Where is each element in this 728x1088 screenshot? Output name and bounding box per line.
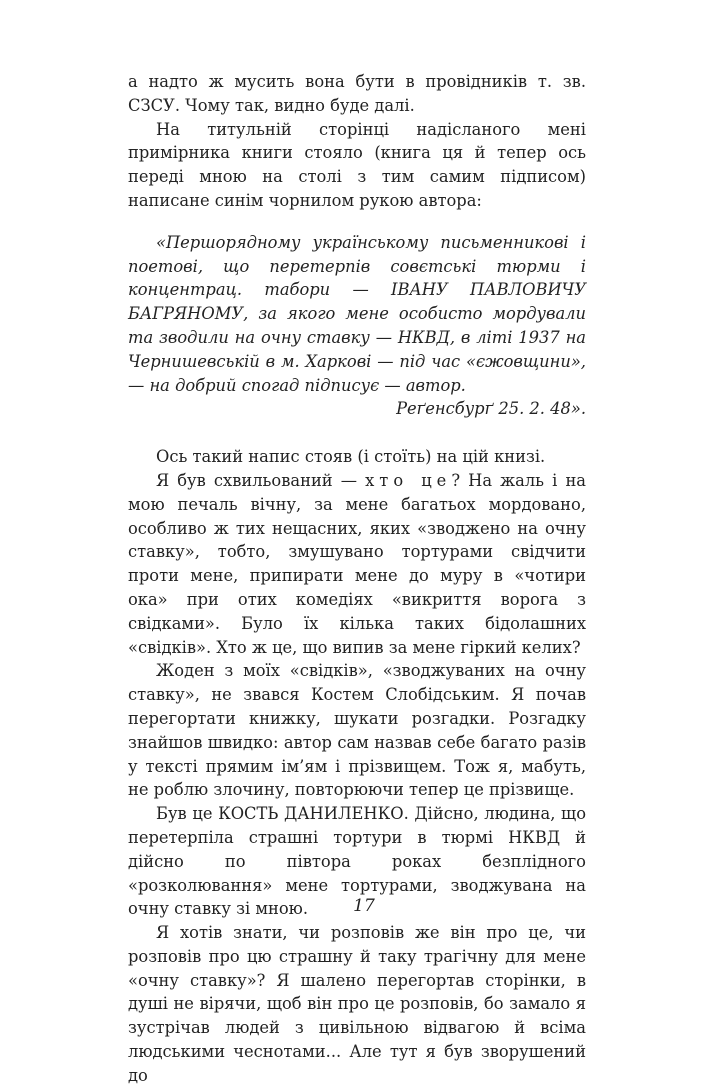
paragraph-4-start: Я був схвильований — — [156, 470, 366, 490]
inscription-signature: Реґенсбурґ 25. 2. 48». — [396, 399, 586, 419]
section-spacer — [128, 421, 586, 445]
paragraph-4-spaced-emphasis: хто це — [365, 470, 452, 490]
paragraph-1: а надто ж мусить вона бути в провідників т. зв. СЗСУ. Чому так, видно буде далі. — [128, 72, 586, 115]
inscription-quote: «Першорядному українському письменникові і поетові, що перетерпів совєтські тюрми і концентрац. табори — ІВАНУ ПАВЛОВИЧУ БАГРЯНОМУ, за якого мене особисто мордували та зводили на очну ставку — НКВД, в літі 1937 на Чернишевській в м. Харкові — під час «єжовщини», — на добрий спогад підписує — автор. — [128, 232, 586, 395]
body-text — [128, 70, 586, 1088]
page-number: 17 — [353, 896, 375, 916]
paragraph-7: Я хотів знати, чи розповів же він про це, чи розповів про цю страшну й таку трагічну для мене «очну ставку»? Я шалено перегортав сторінки, в душі не вірячи, щоб він про це розповів, бо замало я зустрічав людей з цивільною відвагою й всіма людськими чеснотами... Але тут я був зворушений до — [128, 923, 586, 1085]
paragraph-4 — [128, 469, 586, 659]
paragraph-2: На титульній сторінці надісланого мені примірника книги стояло (книга ця й тепер ось переді мною на столі з тим самим підписом) написане синім чорнилом рукою автора: — [128, 119, 586, 210]
paragraph-5: Жоден з моїх «свідків», «зводжуваних на очну ставку», не звався Костем Слобідським. Я почав перегортати книжку, шукати розгадки. Розгадку знайшов швидко: автор сам назвав себе багато разів у тексті прямим ім’ям і прізвищем. Тож я, мабуть, не роблю злочину, повторюючи тепер це прізвище. — [128, 661, 586, 800]
paragraph-6: Був це КОСТЬ ДАНИЛЕНКО. Дійсно, людина, що перетерпіла страшні тортури в тюрмі НКВД й дійсно по півтора роках безплідного «розколювання» мене тортурами, зводжувана на очну ставку зі мною. — [128, 804, 586, 919]
paragraph-3: Ось такий напис стояв (і стоїть) на цій книзі. — [156, 447, 546, 467]
paragraph-4-end: ? На жаль і на мою печаль вічну, за мене багатьох мордовано, особливо ж тих нещасних, яких «зводжено на очну ставку», тобто, змушувано тортурами свідчити проти мене, припирати мене до муру в «чотири ока» при отих комедіях «викриття ворога з свідками». Було їх кілька таких бідолашних «свідків». Хто ж це, що випив за мене гіркий келих? — [128, 470, 587, 657]
